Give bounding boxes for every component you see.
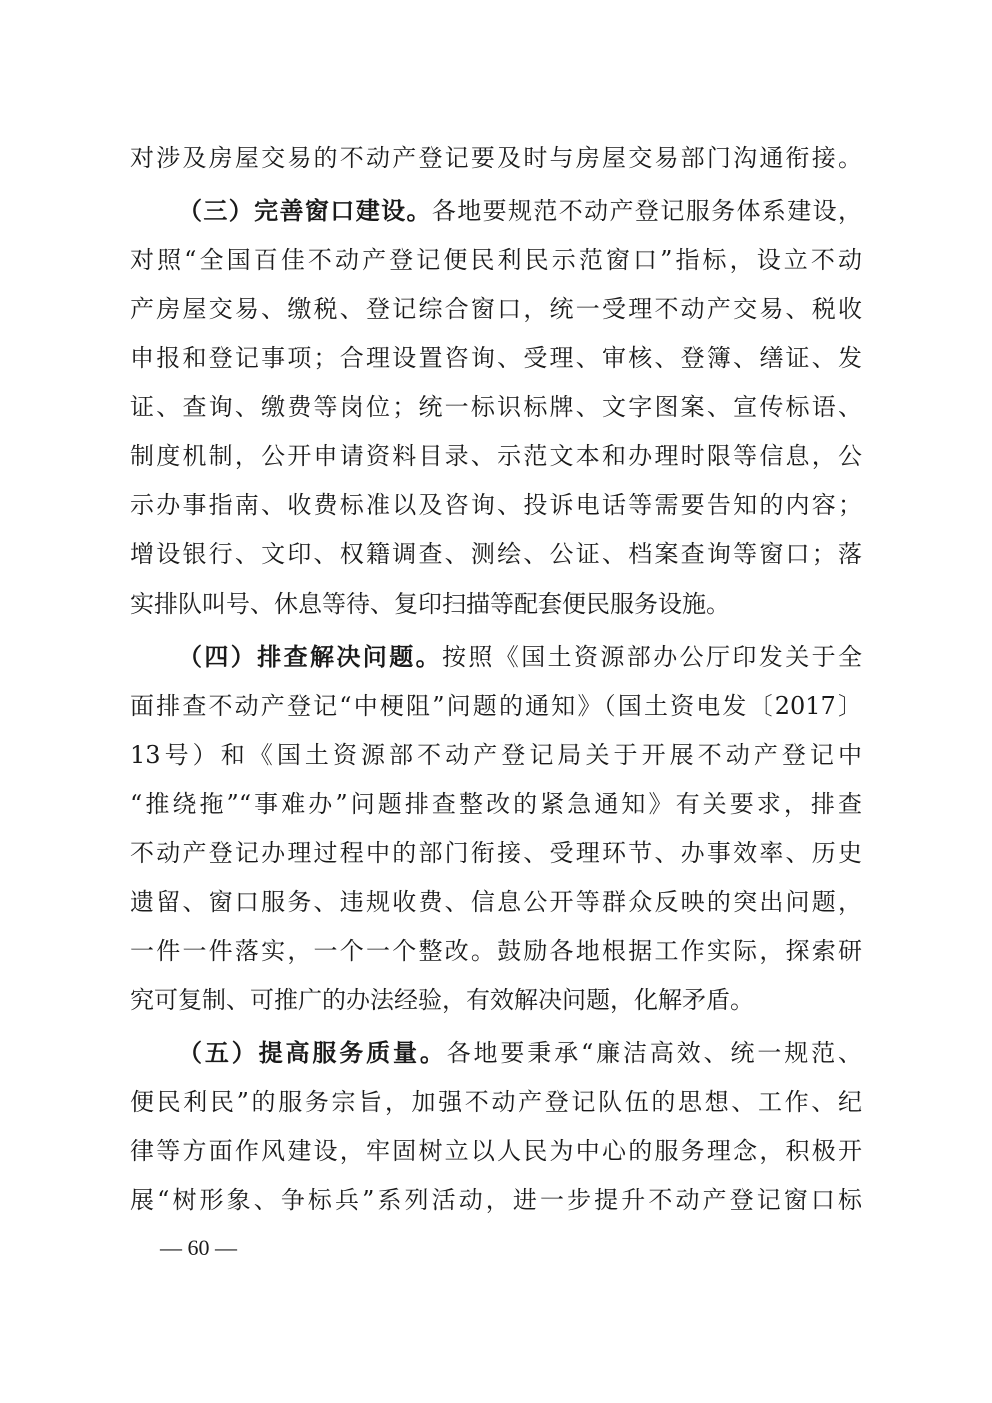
text-line: 究可复制、可推广的办法经验，有效解决问题，化解矛盾。	[130, 986, 754, 1014]
text-line: 律等方面作风建设，牢固树立以人民为中心的服务理念，积极开	[130, 1137, 862, 1165]
section-heading: （三）完善窗口建设。	[178, 196, 432, 225]
text-line: 不动产登记办理过程中的部门衔接、受理环节、办事效率、历史	[130, 839, 862, 867]
text-line: 证、查询、缴费等岗位；统一标识标牌、文字图案、宣传标语、	[130, 393, 862, 421]
text-line: 对照“全国百佳不动产登记便民利民示范窗口”指标，设立不动	[130, 246, 862, 274]
text-line: 实排队叫号、休息等待、复印扫描等配套便民服务设施。	[130, 590, 730, 618]
text-line: 制度机制，公开申请资料目录、示范文本和办理时限等信息，公	[130, 442, 862, 470]
text-line: 一件一件落实，一个一个整改。鼓励各地根据工作实际，探索研	[130, 937, 862, 965]
page-number: — 60 —	[160, 1235, 237, 1260]
text-line: 产房屋交易、缴税、登记综合窗口，统一受理不动产交易、税收	[130, 295, 862, 323]
text-line: 展“树形象、争标兵”系列活动，进一步提升不动产登记窗口标	[130, 1186, 862, 1214]
text-line: 遗留、窗口服务、违规收费、信息公开等群众反映的突出问题，	[130, 888, 862, 916]
section-heading: （四）排查解决问题。	[178, 642, 442, 671]
section-heading-line: （四）排查解决问题。按照《国土资源部办公厅印发关于全	[178, 642, 862, 671]
text-line: 13号）和《国土资源部不动产登记局关于开展不动产登记中	[130, 741, 862, 769]
text-line: 增设银行、文印、权籍调查、测绘、公证、档案查询等窗口；落	[130, 540, 862, 568]
text-line: 示办事指南、收费标准以及咨询、投诉电话等需要告知的内容；	[130, 491, 862, 519]
text-line: 便民利民”的服务宗旨，加强不动产登记队伍的思想、工作、纪	[130, 1088, 862, 1116]
section-heading-line: （三）完善窗口建设。各地要规范不动产登记服务体系建设，	[178, 196, 863, 225]
text-line: 对涉及房屋交易的不动产登记要及时与房屋交易部门沟通衔接。	[130, 144, 862, 172]
section-heading-line: （五）提高服务质量。各地要秉承“廉洁高效、统一规范、	[178, 1038, 862, 1067]
section-heading: （五）提高服务质量。	[178, 1038, 447, 1067]
text-line: 面排查不动产登记“中梗阻”问题的通知》（国土资电发〔2017〕	[130, 692, 862, 720]
text-line: 申报和登记事项；合理设置咨询、受理、审核、登簿、缮证、发	[130, 344, 862, 372]
text-line: “推绕拖”“事难办”问题排查整改的紧急通知》有关要求，排查	[130, 790, 862, 818]
